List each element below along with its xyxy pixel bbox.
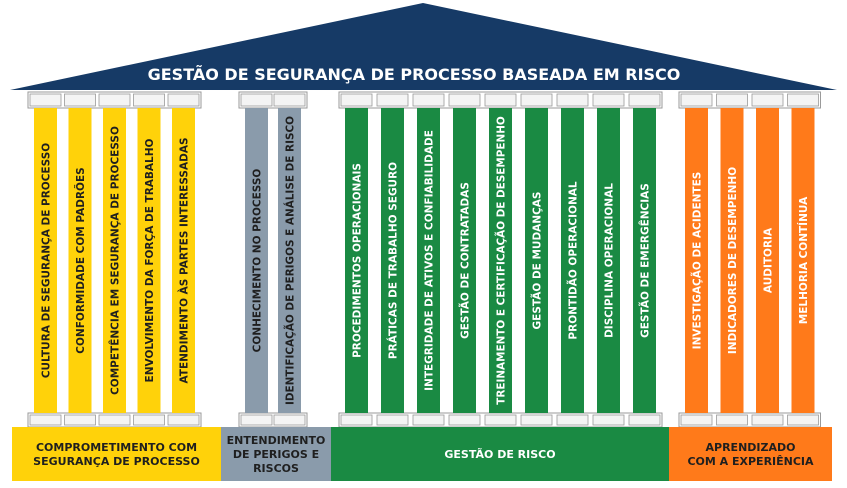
pillar-label: PRONTIDÃO OPERACIONAL — [567, 181, 580, 340]
column-capital — [788, 94, 819, 106]
column-capital — [274, 94, 305, 106]
column-capital — [485, 94, 516, 106]
column-capital — [413, 94, 444, 106]
column-plinth — [752, 415, 783, 425]
column-capital — [65, 94, 96, 106]
pillar-label: GESTÃO DE EMERGÊNCIAS — [639, 183, 652, 338]
column-capital — [752, 94, 783, 106]
column-plinth — [168, 415, 199, 425]
foundation-label: COM A EXPERIÊNCIA — [687, 455, 814, 468]
column-plinth — [99, 415, 130, 425]
column-plinth — [717, 415, 748, 425]
column-plinth — [521, 415, 552, 425]
column-plinth — [377, 415, 408, 425]
pillar-label: PRÁTICAS DE TRABALHO SEGURO — [387, 161, 400, 360]
pillar-label: AUDITORIA — [762, 227, 775, 294]
column-capital — [449, 94, 480, 106]
column-plinth — [593, 415, 624, 425]
pillar-label: ATENDIMENTO ÀS PARTES INTERESSADAS — [178, 137, 191, 384]
pillar-label: GESTÃO DE CONTRATADAS — [459, 182, 472, 339]
column-capital — [168, 94, 199, 106]
column-capital — [521, 94, 552, 106]
roof — [10, 3, 837, 90]
column-capital — [341, 94, 372, 106]
foundation-block — [669, 427, 832, 481]
column-capital — [681, 94, 712, 106]
pillar-label: PROCEDIMENTOS OPERACIONAIS — [351, 163, 364, 358]
column-plinth — [449, 415, 480, 425]
foundation-label: GESTÃO DE RISCO — [444, 448, 556, 461]
pillar-label: ENVOLVIMENTO DA FORÇA DE TRABALHO — [144, 138, 156, 383]
column-capital — [557, 94, 588, 106]
column-plinth — [557, 415, 588, 425]
column-plinth — [134, 415, 165, 425]
column-capital — [377, 94, 408, 106]
column-plinth — [241, 415, 272, 425]
foundation-label: COMPROMETIMENTO COM — [35, 441, 198, 454]
pillar-label: CONFORMIDADE COM PADRÕES — [75, 167, 87, 354]
foundation-label: DE PERIGOS E — [232, 448, 320, 461]
column-capital — [593, 94, 624, 106]
foundation-label: SEGURANÇA DE PROCESSO — [33, 455, 200, 468]
diagram-title: GESTÃO DE SEGURANÇA DE PROCESSO BASEADA EM RISCO — [147, 65, 681, 84]
pillars — [28, 92, 821, 427]
column-plinth — [485, 415, 516, 425]
foundation-label: APRENDIZADO — [705, 441, 796, 454]
foundation-block — [12, 427, 221, 481]
column-plinth — [65, 415, 96, 425]
foundation — [12, 427, 832, 481]
pillar-label: INDICADORES DE DESEMPENHO — [727, 166, 739, 355]
foundation-label: ENTENDIMENTO — [226, 434, 326, 447]
pillar-label: INTEGRIDADE DE ATIVOS E CONFIABILIDADE — [423, 130, 436, 391]
column-capital — [717, 94, 748, 106]
column-plinth — [681, 415, 712, 425]
column-plinth — [629, 415, 660, 425]
column-capital — [30, 94, 61, 106]
pillar-label: CULTURA DE SEGURANÇA DE PROCESSO — [40, 142, 53, 379]
column-capital — [134, 94, 165, 106]
pillar-label: DISCIPLINA OPERACIONAL — [603, 183, 616, 338]
column-plinth — [413, 415, 444, 425]
pillar-label: TREINAMENTO E CERTIFICAÇÃO DE DESEMPENHO — [495, 116, 508, 405]
pillar-label: CONHECIMENTO NO PROCESSO — [251, 168, 264, 353]
column-plinth — [30, 415, 61, 425]
pillar-label: IDENTIFICAÇÃO DE PERIGOS E ANÁLISE DE RISCO — [284, 116, 297, 405]
column-plinth — [788, 415, 819, 425]
column-capital — [241, 94, 272, 106]
column-plinth — [341, 415, 372, 425]
pillar-label: GESTÃO DE MUDANÇAS — [531, 191, 544, 330]
foundation-label: RISCOS — [253, 462, 299, 475]
column-plinth — [274, 415, 305, 425]
column-capital — [629, 94, 660, 106]
column-capital — [99, 94, 130, 106]
pillar-label: INVESTIGAÇÃO DE ACIDENTES — [691, 171, 704, 350]
pillar-label: COMPETÊNCIA EM SEGURANÇA DE PROCESSO — [109, 126, 122, 395]
pillar-label: MELHORIA CONTÍNUA — [798, 196, 810, 325]
